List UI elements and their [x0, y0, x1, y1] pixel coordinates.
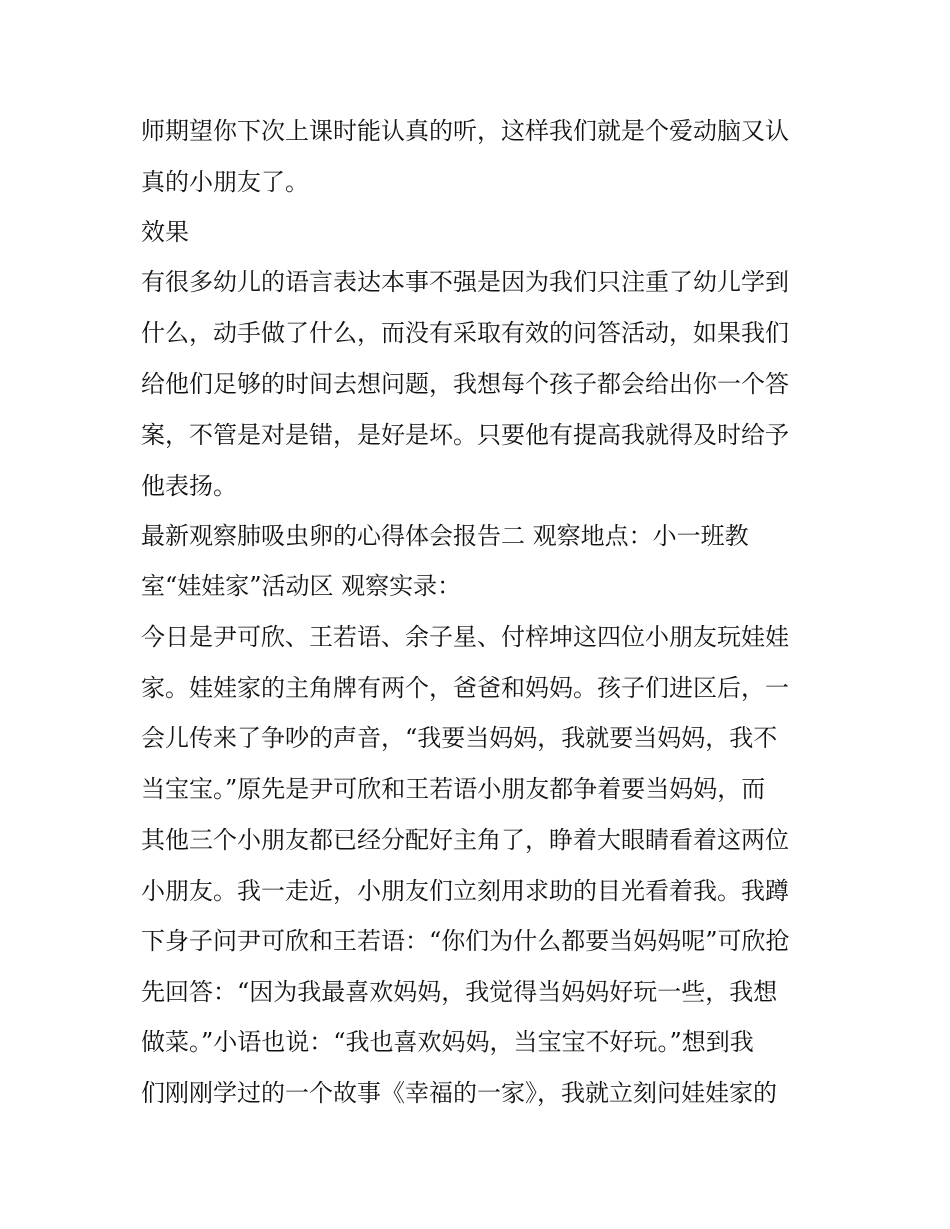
section-heading: 效果	[141, 218, 189, 246]
text-line: 他表扬。	[141, 472, 237, 500]
text-line: 今日是尹可欣、王若语、余子星、付梓坤这四位小朋友玩娃娃	[141, 623, 789, 651]
text-line: 案，不管是对是错，是好是坏。只要他有提高我就得及时给予	[141, 421, 789, 449]
text-line: 真的小朋友了。	[141, 168, 309, 196]
text-line: 师期望你下次上课时能认真的听，这样我们就是个爱动脑又认	[141, 117, 789, 145]
text-line: 们刚刚学过的一个故事《幸福的一家》，我就立刻问娃娃家的	[141, 1079, 777, 1107]
text-line: 先回答：“因为我最喜欢妈妈，我觉得当妈妈好玩一些，我想	[141, 978, 778, 1006]
text-line: 其他三个小朋友都已经分配好主角了，睁着大眼睛看着这两位	[141, 826, 789, 854]
text-line: 有很多幼儿的语言表达本事不强是因为我们只注重了幼儿学到	[141, 268, 789, 296]
text-line: 下身子问尹可欣和王若语：“你们为什么都要当妈妈呢”可欣抢	[141, 927, 790, 955]
text-line: 家。娃娃家的主角牌有两个，爸爸和妈妈。孩子们进区后，一	[141, 674, 789, 702]
text-line: 室“娃娃家”活动区 观察实录：	[141, 572, 462, 600]
text-line: 给他们足够的时间去想问题，我想每个孩子都会给出你一个答	[141, 370, 789, 398]
text-line: 小朋友。我一走近，小朋友们立刻用求助的目光看着我。我蹲	[141, 877, 789, 905]
text-line: 会儿传来了争吵的声音，“我要当妈妈，我就要当妈妈，我不	[141, 724, 778, 752]
text-line: 最新观察肺吸虫卵的心得体会报告二 观察地点：小一班教	[141, 522, 749, 550]
text-line: 什么，动手做了什么，而没有采取有效的问答活动，如果我们	[141, 319, 789, 347]
text-line: 做菜。”小语也说：“我也喜欢妈妈，当宝宝不好玩。”想到我	[141, 1028, 754, 1056]
text-line: 当宝宝。”原先是尹可欣和王若语小朋友都争着要当妈妈，而	[141, 775, 766, 803]
